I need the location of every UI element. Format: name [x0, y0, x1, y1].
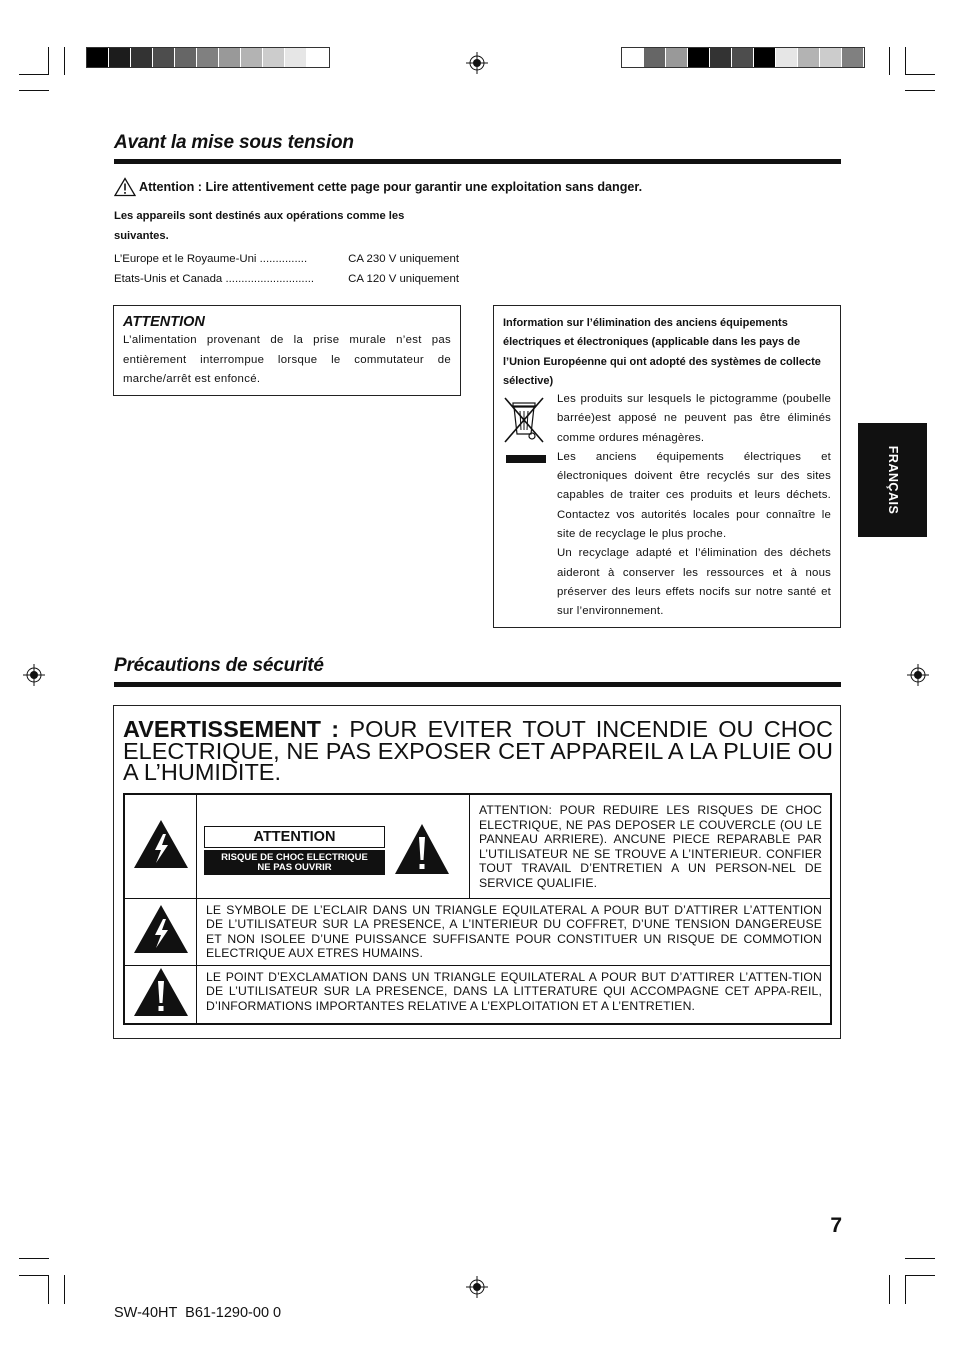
lightning-explanation: LE SYMBOLE DE L’ECLAIR DANS UN TRIANGLE EQUILATERAL A POUR BUT D’ATTIRER L’ATTENTION DE L’UTILISATEUR SUR LA PRESENCE, A L’INTERIEUR DU COFFRET, D’UNE TENSION DANGEREUSE ET NON ISOLEE D’UNE PUISSANCE SUFFISANTE POUR CONSTITUER UN RISQUE DE COMMOTION ELECTRIQUE AUX ETRES HUMAINS. [206, 902, 822, 961]
weee-info-box [493, 305, 841, 628]
crop-mark [905, 90, 935, 91]
color-swatch [263, 48, 285, 67]
weee-body [557, 390, 831, 622]
section-title-avant: Avant la mise sous tension [114, 132, 354, 153]
voltage-row [114, 250, 459, 270]
color-swatch [754, 48, 776, 67]
caution-text: ATTENTION: POUR REDUIRE LES RISQUES DE CHOC ELECTRIQUE, NE PAS DEPOSER LE COUVERCLE (OU LE PANNEAU ARRIERE). ANCUNE PIECE REPARABLE PAR L’UTILISATEUR NE SE TROUVE A L’INTERIEUR. CONFIER TOUT TRAVAIL D’ENTRETIEN A UN PERSON-NEL DE SERVICE QUALIFIE. [479, 803, 822, 890]
voltage-value: CA 230 V uniquement [348, 253, 459, 265]
devices-voltage-list [114, 250, 459, 289]
crop-mark [64, 47, 65, 75]
voltage-value: CA 120 V uniquement [348, 272, 459, 285]
crop-mark [905, 74, 935, 75]
registration-mark-icon [23, 664, 45, 686]
crop-mark [905, 1258, 935, 1259]
warning-text: POUR EVITER TOUT INCENDIE OU CHOC ELECTRIQUE, NE PAS EXPOSER CET APPAREIL A LA PLUIE OU A L’HUMIDITE. [123, 716, 833, 785]
exclamation-triangle-icon [393, 822, 451, 876]
crop-mark [905, 1275, 935, 1276]
print-color-bar-right [621, 47, 865, 68]
color-swatch [644, 48, 666, 67]
safety-symbols-table [123, 793, 832, 1025]
weee-heading: Information sur l’élimination des anciens équipements électriques et électroniques (applicable dans les pays de l’Union Européenne qui ont adopté des systèmes de collecte sélective) [503, 317, 821, 387]
color-swatch [732, 48, 754, 67]
color-swatch [131, 48, 153, 67]
warning-triangle-icon [114, 177, 136, 197]
crop-mark [64, 1275, 65, 1304]
footer-model-code: SW-40HT B61-1290-00 0 [114, 1305, 282, 1321]
language-tab-label: FRANÇAIS [885, 445, 900, 515]
caution-label-line: RISQUE DE CHOC ELECTRIQUE [221, 852, 368, 863]
attention-box-text: L’alimentation provenant de la prise murale n’est pas entièrement interrompue lorsque le commutateur de marche/arrêt est enfoncé. [123, 334, 451, 385]
color-swatch [197, 48, 219, 67]
voltage-region: Etats-Unis et Canada [114, 272, 223, 285]
color-swatch [688, 48, 710, 67]
exclamation-explanation: LE POINT D’EXCLAMATION DANS UN TRIANGLE EQUILATERAL A POUR BUT D’ATTIRER L’ATTEN-TION DE L’UTILISATEUR SUR LA PRESENCE, DANS LA LITTERATURE QUI ACCOMPAGNE CET APPA-REIL, D’INFORMATIONS IMPORTANTES RELATIVE A L’EXPLOITATION ET A L’ENTRETIEN. [206, 969, 822, 1013]
registration-mark-icon [907, 664, 929, 686]
section-rule [114, 159, 841, 164]
label-cell [197, 794, 470, 898]
warning-title: AVERTISSEMENT : [123, 716, 340, 742]
registration-mark-icon [466, 1276, 488, 1298]
page-number: 7 [830, 1214, 842, 1237]
color-swatch [109, 48, 131, 67]
color-swatch [175, 48, 197, 67]
color-swatch [666, 48, 688, 67]
color-swatch [622, 48, 644, 67]
color-swatch [87, 48, 109, 67]
crop-mark [905, 1275, 906, 1304]
attention-line [114, 177, 841, 197]
caution-label-line: NE PAS OUVRIR [257, 861, 332, 873]
color-swatch [820, 48, 842, 67]
caution-text-cell [470, 794, 832, 898]
weee-paragraph: Les anciens équipements électriques et électroniques doivent être recyclés sur des sites capables de traiter ces produits et leurs déchets. Contactez vos autorités locales pour connaître le site de recyclage le plus proche. [557, 450, 831, 541]
lightning-cell [124, 794, 197, 898]
voltage-region: L’Europe et le Royaume-Uni [114, 253, 257, 265]
color-swatch [842, 48, 864, 67]
attention-label: Attention : [139, 180, 202, 194]
color-swatch [153, 48, 175, 67]
language-tab [858, 423, 927, 537]
voltage-leader-dots: ............................ [222, 272, 315, 285]
attention-box [113, 305, 461, 396]
lightning-cell [124, 898, 197, 965]
crop-mark [48, 47, 49, 74]
lightning-triangle-icon [132, 903, 190, 955]
exclamation-cell [124, 965, 197, 1024]
crop-mark [889, 47, 890, 75]
crossed-bin-icon [501, 394, 547, 446]
crop-mark [19, 90, 49, 91]
exclamation-explanation-cell [197, 965, 832, 1024]
attention-text: Lire attentivement cette page pour garantir une exploitation sans danger. [205, 180, 643, 194]
color-swatch [798, 48, 820, 67]
crop-mark [19, 1275, 49, 1276]
color-swatch [219, 48, 241, 67]
voltage-leader-dots: ............... [256, 253, 308, 265]
crop-mark [19, 74, 49, 75]
color-swatch [776, 48, 798, 67]
section-title-precautions: Précautions de sécurité [114, 655, 324, 676]
devices-intro: Les appareils sont destinés aux opérations comme les suivantes. [114, 210, 405, 242]
caution-label-title: ATTENTION [204, 826, 385, 848]
voltage-row [114, 270, 459, 290]
warning-heading [123, 716, 833, 785]
caution-label-banner [204, 850, 385, 875]
print-color-bar-left [86, 47, 330, 68]
section-rule [114, 682, 841, 687]
lightning-explanation-cell [197, 898, 832, 965]
registration-mark-icon [466, 52, 488, 74]
lightning-triangle-icon [132, 818, 190, 870]
weee-paragraph: Les produits sur lesquels le pictogramme (poubelle barrée)est apposé ne peuvent pas être éliminés comme ordures ménagères. [557, 393, 831, 444]
crop-mark [889, 1275, 890, 1304]
crop-mark [48, 1275, 49, 1304]
color-swatch [710, 48, 732, 67]
crop-mark [905, 47, 906, 74]
color-swatch [285, 48, 307, 67]
attention-box-title: ATTENTION [123, 314, 205, 330]
color-swatch [307, 48, 329, 67]
color-swatch [241, 48, 263, 67]
crop-mark [19, 1258, 49, 1259]
exclamation-triangle-icon [132, 966, 190, 1018]
weee-paragraph: Un recyclage adapté et l’élimination des déchets aideront à conserver les ressources et à nous préserver des leurs effets nocifs sur notre santé et sur l’environnement. [557, 547, 831, 618]
weee-black-bar [506, 455, 546, 463]
